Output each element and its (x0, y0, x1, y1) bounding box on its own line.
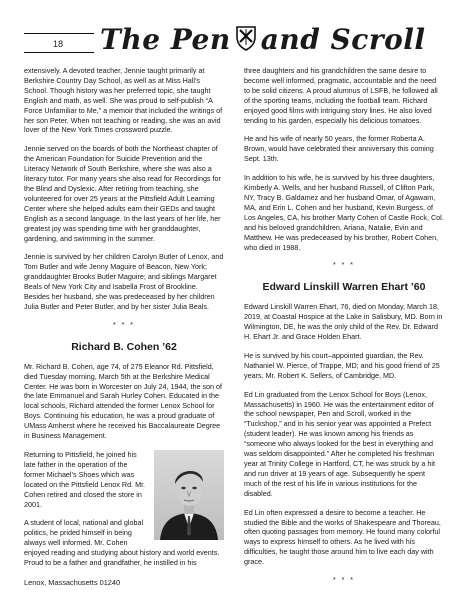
header-rule-bottom (24, 52, 94, 53)
header-rule-top (24, 33, 94, 34)
paragraph: A student of local, national and global politics, he prided himself in being always well informed. Mr. Cohen enjoyed reading and studying about history and world events. Proud to be a father and grandfather, he instilled in his (24, 518, 220, 568)
paragraph: Jennie is survived by her children Carolyn Butler of Lenox, and Tom Butler and wife Jenny Maguire of Beacon, New York; granddaughter Brooks Butler Maguire; and siblings Margaret Beals of New York City and Isabella Frost of Brookline. Besides her husband, she was predeceased by her children Julia Butler and Peter Butler, and by her sister Julia Beals. (24, 252, 224, 311)
left-column (24, 66, 224, 577)
paragraph: extensively. A devoted teacher, Jennie taught primarily at Berkshire Country Day School, as well as at Miss Hall’s School. Though history was her preferred topic, she taught English and math, as well. She was proud to self-publish “A Force Unfamiliar to Me,” a memoir that included the writings of her son Peter. When not teaching or reading, she was an avid lover of the New York Times crossword puzzle. (24, 66, 223, 135)
paragraph: Mr. Richard B. Cohen, age 74, of 275 Eleanor Rd. Pittsfield, died Tuesday morning, March 5th at the Berkshire Medical Center. He was born in Worcester on July 24, 1944, the son of the late Emmanuel and Sarah Hurley Cohen. Educated in the local schools, Richard attended the former Lenox School for Boys. Continuing his education, he was a proud graduate of UMass Amherst where he received his Baccalaureate Degree in Business Management. (24, 361, 223, 441)
crest-icon (235, 22, 257, 62)
masthead-title (100, 20, 430, 60)
paragraph: He is survived by his court–appointed guardian, the Rev. Nathaniel W. Pierce, of Trappe, MD; and his good friend of 25 years, Mr. Robert K. Sellers, of Cambridge, MD. (244, 350, 440, 380)
paragraph: Jennie served on the boards of both the Northeast chapter of the American Foundation for Suicide Prevention and the Literacy Network of South Berkshire, where she was also a literacy tutor. For many years she also read for Recordings for the Blind and Dyslexic. After retiring from teaching, she volunteered for over 25 years at the Pittsfield Adult Learning Center where she helped adults earn their GEDs and taught English as a second language. In the last years of her life, her greatest joy was spending time with her granddaughter, gardening, and swimming in the summer. (24, 144, 221, 243)
obituary-heading: Richard B. Cohen ’62 (71, 340, 177, 353)
page-header (0, 0, 463, 62)
paragraph: Edward Linskill Warren Ehart, 76, died on Monday, March 18, 2019, at Coastal Hospice at the Lake in Salisbury, MD. Born in Wilmington, DE, he was the only child of the Rev. Dr. Edward H. Ehart Jr. and Grace Holden Ehart. (244, 302, 443, 342)
section-separator: * * * (332, 262, 356, 270)
right-column (244, 66, 444, 595)
page-number: 18 (52, 39, 63, 49)
paragraph: Ed Lin graduated from the Lenox School for Boys (Lenox, Massachusetts) in 1960. He was the entertainment editor of the school newspaper, Pen and Scroll, worked in the “Tuckshop,” and in his senior year was appointed a Prefect (student leader). He was known among his friends as “someone who always looked for the best in everything and was seldom disappointed.” After he completed his freshman year at Trinity College in Hartford, CT, he was struck by a hit and run driver at 19 years of age. Subsequently he spent much of the rest of his life in various institutions for the disabled. (244, 389, 435, 498)
section-separator: * * * (112, 321, 136, 329)
page-footer: Lenox, Massachusetts 01240 (24, 578, 121, 587)
paragraph: He and his wife of nearly 50 years, the former Roberta A. Brown, would have celebrated their anniversary this coming Sept. 13th. (244, 134, 434, 164)
portrait-photo (154, 450, 224, 540)
section-separator: * * * (332, 577, 356, 585)
paragraph: Returning to Pittsfield, he joined his late father in the operation of the former Michael’s Shoes which was located on the Pittsfield Lenox Rd. Mr. Cohen retired and closed the store in 2001. (24, 450, 146, 509)
paragraph: In addition to his wife, he is survived by his three daughters, Kimberly A. Wells, and her husband Russell, of Clifton Park, NY, Tracy B. Galdamez and her husband Omar, of Agawam, MA, and Erin L. Cohen and her husband, Kevin Burgess, of Los Angeles, CA, his brother Marty Cohen of Castle Rock, Col. and his beloved grandchildren, Ariana, Natalie, Evin and Matthew. He was predeceased by his brother, Robert Cohen, who died in 1988. (244, 173, 444, 252)
obituary-heading: Edward Linskill Warren Ehart ’60 (262, 281, 426, 294)
paragraph: three daughters and his grandchildren the same desire to become well informed, pragmatic, accountable and the need to be solid citizens. A proud alumnus of LSFB, he followed all of the sporting teams, including the football team. Richard enjoyed good films with intriguing story lines. He also loved tending to his garden, especially his delicious tomatoes. (244, 66, 438, 125)
masthead-right: and Scroll (260, 23, 426, 56)
paragraph: Ed Lin often expressed a desire to become a teacher. He studied the Bible and the works of Shakespeare and Thoreau, often quoting passages from memory. He found many colorful ways to express himself to others. As he lived with his difficulties, he taught those around him to live each day with grace. (244, 507, 441, 567)
masthead-left: The Pen (100, 23, 231, 56)
